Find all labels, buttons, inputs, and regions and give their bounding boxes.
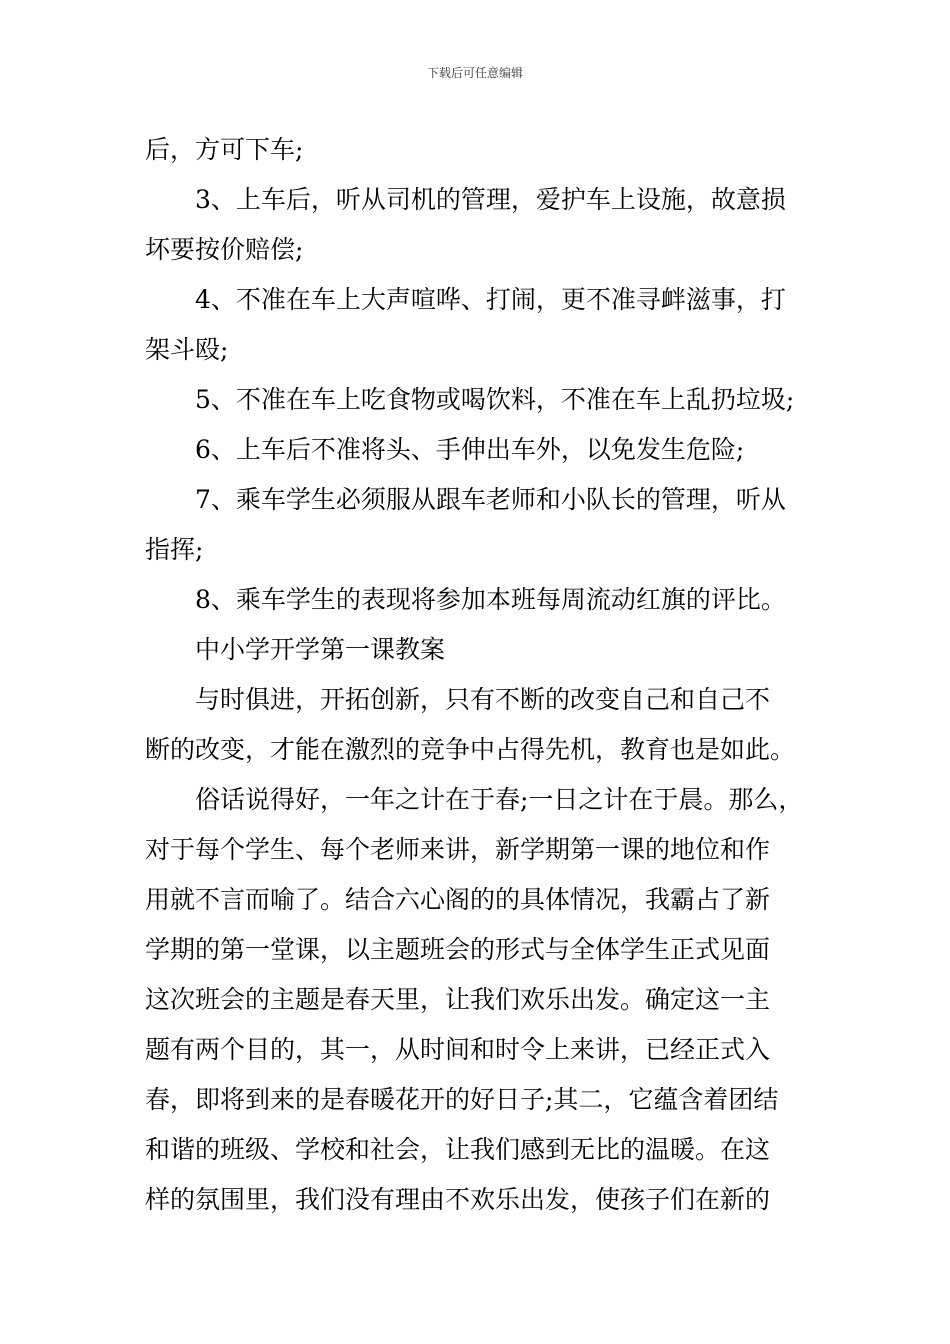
text-line: 春，即将到来的是春暖花开的好日子;其二，它蕴含着团结 (145, 1085, 779, 1114)
text-line: 用就不言而喻了。结合六心阁的的具体情况，我霸占了新 (145, 885, 771, 914)
text-line: 与时俱进，开拓创新，只有不断的改变自己和自己不 (195, 685, 771, 714)
text-line: 5、不准在车上吃食物或喝饮料，不准在车上乱扔垃圾; (195, 385, 795, 414)
text-line: 3、上车后，听从司机的管理，爱护车上设施，故意损 (195, 185, 786, 214)
text-line: 题有两个目的，其一，从时间和时令上来讲，已经正式入 (145, 1035, 771, 1064)
text-line: 架斗殴; (145, 335, 229, 364)
text-line: 4、不准在车上大声喧哗、打闹，更不准寻衅滋事，打 (195, 285, 786, 314)
text-line: 学期的第一堂课，以主题班会的形式与全体学生正式见面 (145, 935, 771, 964)
text-line: 坏要按价赔偿; (145, 235, 304, 264)
text-line: 对于每个学生、每个老师来讲，新学期第一课的地位和作 (145, 835, 771, 864)
text-line: 7、乘车学生必须服从跟车老师和小队长的管理，听从 (195, 485, 786, 514)
document-body (145, 125, 810, 1225)
text-line: 6、上车后不准将头、手伸出车外，以免发生危险; (195, 435, 745, 464)
page-header: 下载后可任意编辑 (426, 66, 523, 80)
text-line: 断的改变，才能在激烈的竞争中占得先机，教育也是如此。 (145, 735, 796, 764)
text-line: 后，方可下车; (145, 135, 304, 164)
text-line: 样的氛围里，我们没有理由不欢乐出发，使孩子们在新的 (145, 1185, 771, 1214)
text-line: 和谐的班级、学校和社会，让我们感到无比的温暖。在这 (145, 1135, 771, 1164)
text-line: 这次班会的主题是春天里，让我们欢乐出发。确定这一主 (145, 985, 771, 1014)
text-line: 8、乘车学生的表现将参加本班每周流动红旗的评比。 (195, 585, 786, 614)
text-line: 俗话说得好，一年之计在于春;一日之计在于晨。那么， (195, 785, 804, 814)
text-line: 中小学开学第一课教案 (195, 635, 446, 664)
text-line: 指挥; (145, 535, 204, 564)
